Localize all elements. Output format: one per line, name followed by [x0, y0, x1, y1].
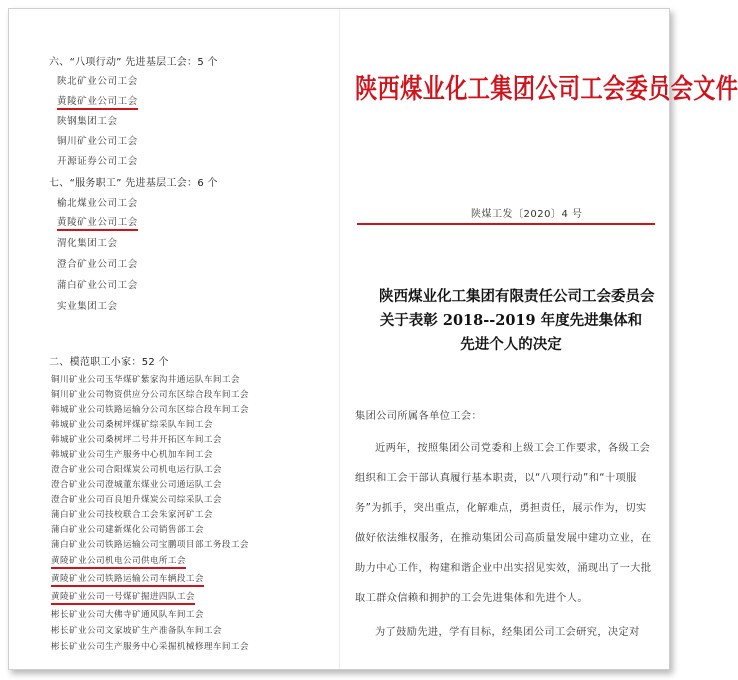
section6-item: 陕钢集团工会	[57, 116, 118, 127]
section7-item: 实业集团工会	[57, 301, 118, 312]
section2-item: 韩城矿业公司桑树坪煤矿综采队车间工会	[51, 420, 213, 430]
section2-item: 彬长矿业公司生产服务中心采掘机械修理车间工会	[51, 642, 249, 652]
page-divider	[339, 9, 340, 669]
salutation: 集团公司所属各单位工会：	[355, 411, 483, 422]
red-separator-line	[357, 223, 655, 225]
section2-item: 彬长矿业公司大佛寺矿通风队车间工会	[51, 610, 204, 620]
section7-item-highlighted: 黄陵矿业公司工会	[57, 214, 138, 228]
section2-item: 澄合矿业公司澄城董东煤业公司通运队工会	[51, 480, 222, 490]
section2-item: 彬长矿业公司文家坡矿生产准备队车间工会	[51, 626, 222, 636]
section2-item-highlighted: 黄陵矿业公司机电公司供电所工会	[51, 554, 186, 566]
document-red-header-title: 陕西煤业化工集团公司工会委员会文件	[355, 74, 738, 105]
section7-item: 澄合矿业公司工会	[57, 259, 138, 270]
section2-item: 蒲白矿业公司技校联合工会朱家河矿工会	[51, 510, 213, 520]
section7-item: 渭化集团工会	[57, 238, 118, 249]
body-line: 助力中心工作，构建和谐企业中出实招见实效，涌现出了一大批	[355, 563, 652, 574]
section2-item: 铜川矿业公司玉华煤矿紫家沟井通运队车间工会	[51, 375, 240, 385]
section7-item: 榆北煤业公司工会	[57, 198, 138, 209]
section2-item: 韩城矿业公司桑树坪二号井开拓区车间工会	[51, 435, 222, 445]
document-scan	[8, 8, 738, 670]
body-line: 为了鼓励先进，学有目标，经集团公司工会研究，决定对	[375, 627, 640, 638]
section2-item: 韩城矿业公司生产服务中心机加车间工会	[51, 450, 213, 460]
section2-item: 蒲白矿业公司建新煤化公司销售部工会	[51, 525, 204, 535]
decision-title-line: 先进个人的决定	[460, 336, 562, 353]
body-line: 务”为抓手，突出重点，化解难点，勇担责任，展示作为，切实	[355, 503, 647, 514]
body-line: 做好依法维权服务，在推动集团公司高质量发展中建功立业，在	[355, 533, 652, 544]
section6-item: 陕北矿业公司工会	[57, 76, 138, 87]
section2-item: 澄合矿业公司合阳煤炭公司机电运行队工会	[51, 465, 222, 475]
section2-item-highlighted: 黄陵矿业公司铁路运输公司车辆段工会	[51, 572, 204, 584]
section2-item: 蒲白矿业公司铁路运输公司宝鹏项目部工务段工会	[51, 540, 249, 550]
section2-item-highlighted: 黄陵矿业公司一号煤矿掘进四队工会	[51, 590, 195, 602]
section2-heading: 二、模范职工小家：52 个	[49, 357, 169, 368]
section2-item: 澄合矿业公司百良旭升煤炭公司综采队工会	[51, 495, 222, 505]
section6-heading: 六、“八项行动” 先进基层工会：5 个	[49, 57, 218, 68]
body-line: 组织和工会干部认真履行基本职责，以“八项行动”和“十项服	[355, 473, 637, 484]
section7-heading: 七、“服务职工” 先进基层工会：6 个	[49, 178, 218, 189]
body-line: 近两年，按照集团公司党委和上级工会工作要求，各级工会	[375, 443, 651, 454]
section7-item: 蒲白矿业公司工会	[57, 280, 138, 291]
body-line: 取工群众信赖和拥护的工会先进集体和先进个人。	[355, 593, 588, 604]
section2-item: 韩城矿业公司铁路运输分公司东区综合段车间工会	[51, 405, 249, 415]
section2-item: 铜川矿业公司物资供应分公司东区综合段车间工会	[51, 390, 249, 400]
section6-item-highlighted: 黄陵矿业公司工会	[57, 93, 138, 107]
document-number: 陕煤工发〔2020〕4 号	[471, 209, 583, 220]
section6-item: 开源证券公司工会	[57, 156, 138, 167]
section6-item: 铜川矿业公司工会	[57, 136, 138, 147]
decision-title-line: 陕西煤业化工集团有限责任公司工会委员会	[379, 288, 655, 305]
decision-title-line: 关于表彰 2018--2019 年度先进集体和	[379, 312, 643, 329]
